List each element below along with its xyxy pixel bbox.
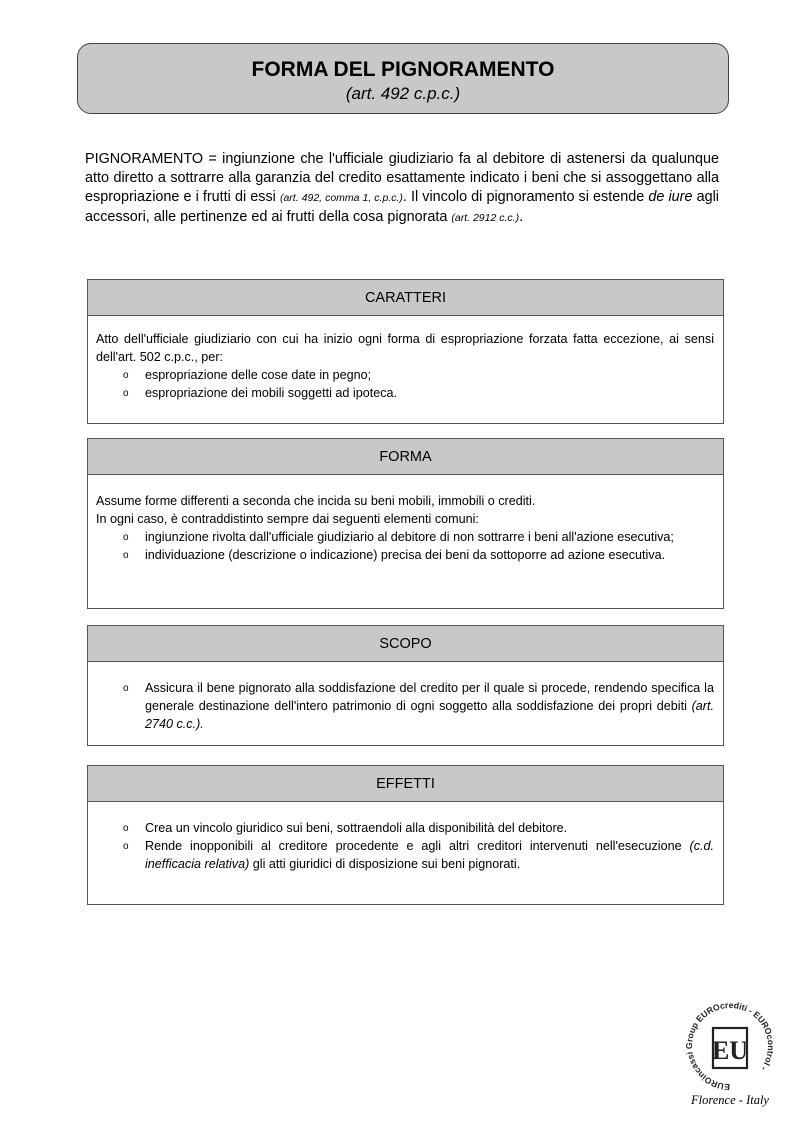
- intro-latin: de iure: [648, 189, 693, 205]
- section-forma-title: FORMA: [88, 439, 723, 475]
- section-effetti-list: [96, 819, 714, 873]
- bullet-marker: o: [123, 823, 129, 834]
- intro-paragraph: [85, 150, 719, 228]
- intro-text-3: agli accessori, alle pertinenze ed ai frutti della cosa pignorata: [85, 189, 719, 225]
- section-scopo-title: SCOPO: [88, 626, 723, 662]
- bullet-marker: o: [123, 370, 129, 381]
- section-scopo-list: [96, 679, 714, 733]
- section-scopo: [87, 625, 724, 746]
- list-item: o Crea un vincolo giuridico sui beni, sottraendoli alla disponibilità del debitore.: [96, 819, 714, 837]
- section-caratteri-body: [88, 316, 723, 408]
- section-caratteri: [87, 279, 724, 424]
- page-title: FORMA DEL PIGNORAMENTO: [251, 58, 555, 81]
- page-subtitle: (art. 492 c.p.c.): [345, 84, 461, 103]
- section-effetti-em: (c.d. inefficacia relativa): [145, 839, 714, 871]
- section-caratteri-text: Atto dell'ufficiale giudiziario con cui ha inizio ogni forma di espropriazione forzata fatta eccezione, ai sensi dell'art. 502 c.p.c., per:: [96, 332, 714, 364]
- bullet-marker: o: [123, 388, 129, 399]
- section-forma-list: [96, 528, 714, 564]
- section-effetti-title: EFFETTI: [88, 766, 723, 802]
- section-caratteri-list: [96, 366, 714, 402]
- bullet-marker: o: [123, 550, 129, 561]
- section-scopo-ref: (art. 2740 c.c.).: [145, 699, 714, 731]
- list-item: o ingiunzione rivolta dall'ufficiale giudiziario al debitore di non sottrarre i beni all'azione esecutiva;: [96, 528, 714, 546]
- bullet-marker: o: [123, 683, 129, 694]
- section-forma-body: [88, 475, 723, 570]
- intro-term: PIGNORAMENTO: [85, 151, 204, 167]
- section-forma-line-1: Assume forme differenti a seconda che incida su beni mobili, immobili o crediti.: [96, 494, 536, 508]
- bullet-marker: o: [123, 841, 129, 852]
- list-item: o Rende inopponibili al creditore procedente e agli altri creditori intervenuti nell'esecuzione (c.d. inefficacia relativa) gli atti giuridici di disposizione sui beni pignorati.: [123, 839, 714, 871]
- list-item: o individuazione (descrizione o indicazione) precisa dei beni da sottoporre ad azione esecutiva.: [96, 546, 714, 564]
- list-item: o espropriazione dei mobili soggetti ad ipoteca.: [96, 384, 714, 402]
- logo-monogram: EU: [711, 1036, 749, 1065]
- logo-ring-text: EUROincassi Group EUROcrediti - EUROcontrol -: [683, 1000, 777, 1092]
- section-scopo-body: [88, 662, 723, 739]
- logo-seal-icon: [680, 1000, 780, 1092]
- logo-location: Florence - Italy: [691, 1093, 769, 1107]
- bullet-marker: o: [123, 532, 129, 543]
- list-item: o Assicura il bene pignorato alla soddisfazione del credito per il quale si procede, rendendo specifica la generale destinazione dell'intero patrimonio di ogni soggetto alla soddisfazione dei propri debiti (art. 2740 c.c.).: [123, 681, 714, 731]
- section-forma: [87, 438, 724, 609]
- section-caratteri-title: CARATTERI: [88, 280, 723, 316]
- intro-ref-2: (art. 2912 c.c.): [451, 212, 520, 224]
- intro-ref-1: (art. 492, comma 1, c.p.c.): [279, 192, 403, 204]
- section-effetti: [87, 765, 724, 905]
- company-logo: [680, 1000, 780, 1110]
- intro-text-4: .: [519, 209, 524, 225]
- intro-text-2: . Il vincolo di pignoramento si estende: [402, 189, 649, 205]
- section-effetti-body: [88, 802, 723, 879]
- title-box: [77, 43, 729, 114]
- list-item: o espropriazione delle cose date in pegno;: [96, 366, 714, 384]
- intro-text-1: = ingiunzione che l'ufficiale giudiziario fa al debitore di astenersi da qualunque atto diretto a sottrarre alla garanzia del credito esattamente indicato i beni che si assoggettano alla espropriazione e i frutti di essi: [85, 151, 719, 205]
- section-forma-line-2: In ogni caso, è contraddistinto sempre dai seguenti elementi comuni:: [96, 512, 479, 526]
